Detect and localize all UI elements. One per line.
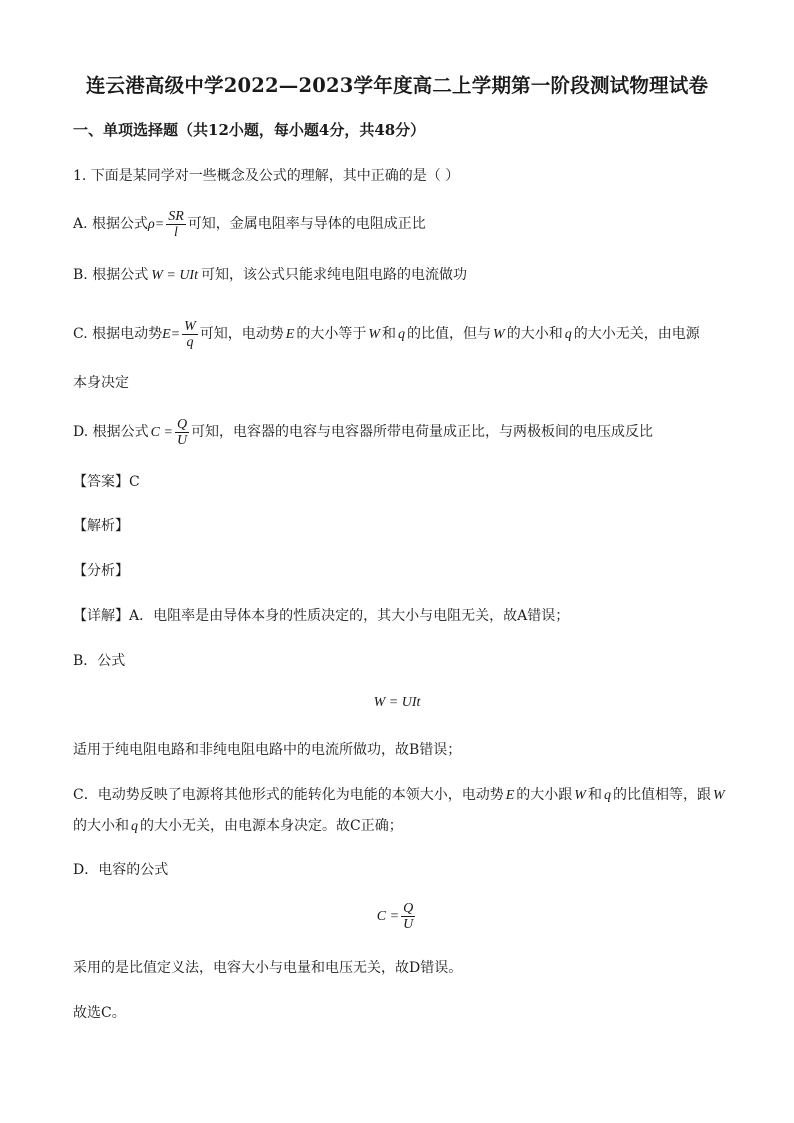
option-c-var-q: q [398,327,406,342]
detail-d-numerator: Q [403,900,414,916]
detail-b-after: 适用于纯电阻电路和非纯电阻电路中的电流所做功，故B错误； [73,742,462,758]
option-c [73,316,700,353]
detail-c-line-1 [73,785,727,806]
detail-c-var-w: W [574,788,586,803]
question-1-stem: 1. 下面是某同学对一些概念及公式的理解，其中正确的是（ ） [73,168,460,184]
detail-d-intro: D．电容的公式 [73,862,169,878]
option-b-prefix: B. 根据公式 [73,267,149,283]
option-a [73,206,426,243]
option-b-suffix: 可知，该公式只能求纯电阻电路的电流做功 [200,267,467,283]
option-a-prefix: A. 根据公式 [73,216,149,232]
detail-d-after: 采用的是比值定义法，电容大小与电量和电压无关，故D错误。 [73,960,463,976]
detail-c-var-e: E [505,788,515,803]
detail-b-formula: W = UIt [373,695,421,710]
option-d-suffix: 可知，电容器的电容与电容器所带电荷量成正比，与两极板间的电压成反比 [191,424,654,440]
detail-d-denominator: U [403,916,414,932]
document-title: 连云港高级中学2022—2023学年度高二上学期第一阶段测试物理试卷 [85,74,709,97]
option-d-numerator: Q [176,416,188,432]
answer-label: 【答案】 [73,474,129,490]
option-c-formula-lhs: E= [162,327,181,342]
detail-c-line-2 [73,816,403,837]
detail-c-var-q2: q [131,819,138,834]
detail-label: 【详解】 [73,608,129,624]
detail-d-formula [0,898,794,935]
option-a-fraction [166,209,186,240]
section-heading: 一、单项选择题（共12小题，每小题4分，共48分） [73,121,426,139]
detail-c-text-5: 的大小和 [73,818,129,834]
option-d-prefix: D. 根据公式 [73,424,149,440]
option-c-text-5: 的大小和 [506,326,563,342]
option-c-text-1: 可知，电动势 [199,326,284,342]
option-d-formula-lhs: C = [150,425,173,440]
option-a-suffix: 可知，金属电阻率与导体的电阻成正比 [187,216,426,232]
option-d [73,414,653,451]
detail-c-var-q: q [603,788,611,803]
detail-b-intro: B．公式 [73,653,126,669]
option-d-denominator: U [176,432,188,448]
option-a-formula-lhs: ρ= [148,217,165,232]
conclusion: 故选C。 [73,1005,126,1021]
detail-c-var-w2: W [712,788,725,803]
option-c-var-q2: q [564,327,572,342]
option-c-denominator: q [186,334,194,350]
answer-value: C [129,474,140,490]
option-c-var-w: W [368,327,381,342]
answer-line [73,472,140,492]
detail-d-formula-lhs: C = [376,909,400,924]
analysis-label: 【解析】 [73,518,129,534]
option-c-fraction [182,319,198,350]
option-a-numerator: SR [168,208,184,224]
option-a-denominator: l [174,224,178,240]
option-c-prefix: C. 根据电动势 [73,326,163,342]
option-b [73,265,467,286]
detail-c-text-4: 的比值相等，跟 [612,787,711,803]
option-c-var-e: E [285,327,295,342]
option-c-text-4: 的比值，但与 [407,326,492,342]
option-c-numerator: W [184,318,196,334]
detail-c-text-2: 的大小跟 [516,787,573,803]
detail-d-fraction [401,901,415,932]
breakdown-label: 【分析】 [73,563,129,579]
option-c-text-2: 的大小等于 [296,326,367,342]
option-c-text-3: 和 [382,326,397,342]
option-c-text-6: 的大小无关，由电源 [573,326,700,342]
option-d-fraction [175,417,189,448]
detail-a [73,606,569,626]
option-c-continuation: 本身决定 [73,375,129,391]
detail-a-text: A．电阻率是由导体本身的性质决定的，其大小与电阻无关，故A错误； [129,608,570,624]
detail-c-text-3: 和 [587,787,602,803]
detail-c-text-1: C．电动势反映了电源将其他形式的能转化为电能的本领大小，电动势 [73,787,504,803]
option-c-var-w2: W [493,327,505,342]
detail-c-text-6: 的大小无关，由电源本身决定。故C正确； [140,818,403,834]
option-b-formula: W = UIt [151,268,198,283]
